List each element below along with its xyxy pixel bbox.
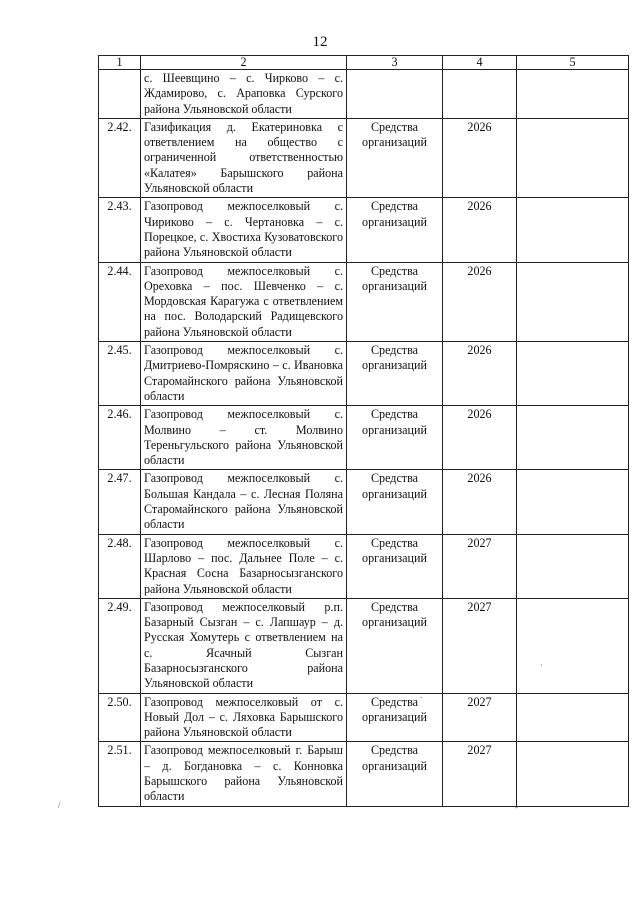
row-note [517, 198, 629, 262]
table-row [99, 406, 629, 470]
row-note [517, 262, 629, 341]
table-row [99, 342, 629, 406]
row-year: 2027 [443, 693, 517, 742]
table-row [99, 262, 629, 341]
row-number: 2.49. [99, 598, 141, 693]
table-body [99, 70, 629, 807]
row-year: 2027 [443, 598, 517, 693]
table-row [99, 118, 629, 197]
row-description: Газопровод межпоселковый от с. Новый Дол – с. Ляховка Барышского района Ульяновской области [141, 693, 347, 742]
table-row [99, 198, 629, 262]
row-year: 2026 [443, 262, 517, 341]
row-description: Газопровод межпоселковый с. Ореховка – пос. Шевченко – с. Мордовская Карагужа с ответвлением на пос. Володарский Радищевского района Ульяновской области [141, 262, 347, 341]
column-header: 5 [517, 56, 629, 70]
row-year: 2026 [443, 342, 517, 406]
row-year: 2027 [443, 742, 517, 806]
column-header: 4 [443, 56, 517, 70]
row-funding-source: Средства организаций [347, 693, 443, 742]
table-row [99, 470, 629, 534]
row-description: с. Шеевщино – с. Чирково – с. Ждамирово, с. Араповка Сурского района Ульяновской области [141, 70, 347, 119]
row-number [99, 70, 141, 119]
row-number: 2.51. [99, 742, 141, 806]
row-description: Газопровод межпоселковый с. Шарлово – пос. Дальнее Поле – с. Красная Сосна Базарносызганского района Ульяновской области [141, 534, 347, 598]
row-year: 2027 [443, 534, 517, 598]
table-row [99, 70, 629, 119]
row-description: Газопровод межпоселковый г. Барыш – д. Богдановка – с. Конновка Барышского района Ульяновской области [141, 742, 347, 806]
scan-mark: · [540, 660, 543, 670]
row-note [517, 118, 629, 197]
row-note [517, 598, 629, 693]
column-header: 2 [141, 56, 347, 70]
row-year: 2026 [443, 118, 517, 197]
row-funding-source [347, 70, 443, 119]
row-note [517, 742, 629, 806]
row-funding-source: Средства организаций [347, 198, 443, 262]
row-number: 2.43. [99, 198, 141, 262]
row-note [517, 470, 629, 534]
row-note [517, 406, 629, 470]
row-year: 2026 [443, 470, 517, 534]
row-number: 2.48. [99, 534, 141, 598]
row-note [517, 70, 629, 119]
row-year: 2026 [443, 198, 517, 262]
row-funding-source: Средства организаций [347, 118, 443, 197]
row-funding-source: Средства организаций [347, 534, 443, 598]
row-description: Газопровод межпоселковый с. Чириково – с. Чертановка – с. Порецкое, с. Хвостиха Кузоватовского района Ульяновской области [141, 198, 347, 262]
column-header: 1 [99, 56, 141, 70]
row-description: Газификация д. Екатериновка с ответвлением на общество с ограниченной ответственностью «Калатея» Барышского района Ульяновской области [141, 118, 347, 197]
row-number: 2.46. [99, 406, 141, 470]
scan-mark: / [58, 800, 61, 810]
row-number: 2.47. [99, 470, 141, 534]
row-description: Газопровод межпоселковый с. Молвино – ст. Молвино Тереньгульского района Ульяновской области [141, 406, 347, 470]
row-number: 2.50. [99, 693, 141, 742]
row-description: Газопровод межпоселковый с. Большая Кандала – с. Лесная Поляна Старомайнского района Ульяновской области [141, 470, 347, 534]
row-funding-source: Средства организаций [347, 342, 443, 406]
row-funding-source: Средства организаций [347, 470, 443, 534]
table-row [99, 742, 629, 806]
row-funding-source: Средства организаций [347, 262, 443, 341]
scan-mark: . [420, 690, 423, 700]
row-funding-source: Средства организаций [347, 406, 443, 470]
row-year: 2026 [443, 406, 517, 470]
table-row [99, 598, 629, 693]
table-row [99, 693, 629, 742]
row-description: Газопровод межпоселковый р.п. Базарный Сызган – с. Лапшаур – д. Русская Хомутерь с ответвлением на с. Ясачный Сызган Базарносызганского района Ульяновской области [141, 598, 347, 693]
row-funding-source: Средства организаций [347, 598, 443, 693]
row-number: 2.44. [99, 262, 141, 341]
row-number: 2.45. [99, 342, 141, 406]
row-number: 2.42. [99, 118, 141, 197]
column-header: 3 [347, 56, 443, 70]
row-description: Газопровод межпоселковый с. Дмитриево-Помряскино – с. Ивановка Старомайнского района Ульяновской области [141, 342, 347, 406]
row-funding-source: Средства организаций [347, 742, 443, 806]
measures-table [98, 55, 629, 807]
table-row [99, 534, 629, 598]
scan-mark: - [515, 802, 518, 812]
page-number: 12 [312, 34, 328, 50]
header-row [99, 56, 629, 70]
row-note [517, 534, 629, 598]
row-year [443, 70, 517, 119]
row-note [517, 693, 629, 742]
row-note [517, 342, 629, 406]
